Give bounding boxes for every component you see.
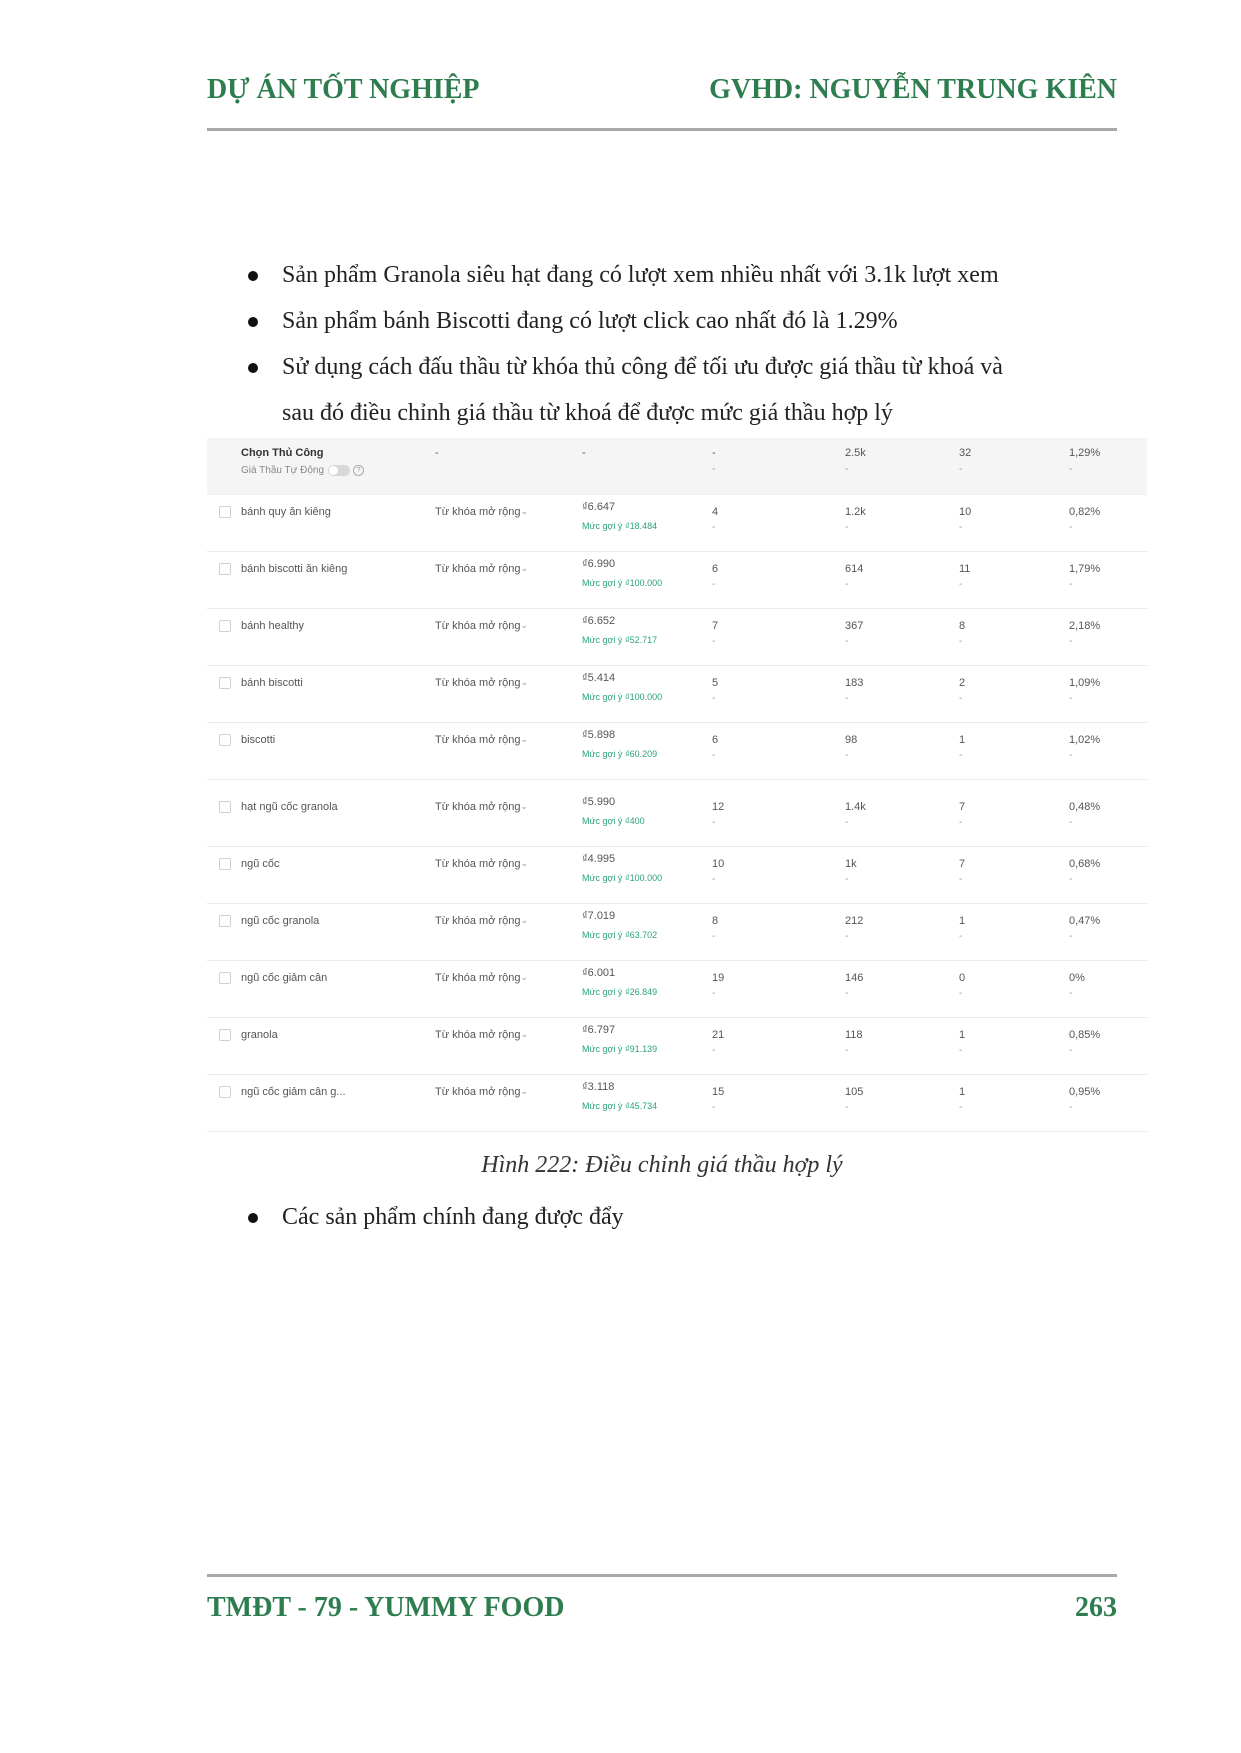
keyword-text: ngũ cốc giảm cân: [241, 972, 328, 984]
match-type-select[interactable]: [435, 915, 529, 927]
dash: -: [1069, 817, 1073, 828]
bid-value[interactable]: ₫6.001: [582, 967, 616, 979]
bullet-item: [240, 344, 1120, 390]
dash: -: [845, 931, 849, 942]
dash: -: [1069, 931, 1073, 942]
clicks: 2: [959, 677, 966, 689]
row-checkbox[interactable]: [219, 915, 231, 927]
keyword-text: biscotti: [241, 734, 276, 746]
suggested-bid-label: Mức gợi ý: [582, 816, 623, 826]
keyword-text: bánh healthy: [241, 620, 304, 632]
dash: -: [845, 1045, 849, 1056]
suggested-bid-value: ₫63.702: [624, 930, 658, 940]
metric-4: 5: [712, 677, 719, 689]
ctr: 1,79%: [1069, 563, 1101, 575]
suggested-bid-label: Mức gợi ý: [582, 930, 623, 940]
suggested-bid-value: ₫100.000: [624, 692, 663, 702]
row-checkbox[interactable]: [219, 506, 231, 518]
match-type-label: Từ khóa mở rộng: [435, 858, 521, 870]
clicks: 0: [959, 972, 966, 984]
dash: -: [712, 874, 716, 885]
bullet-list: [240, 252, 1120, 436]
ctr: 1,09%: [1069, 677, 1101, 689]
dash: -: [712, 636, 716, 647]
ctr: 0,47%: [1069, 915, 1101, 927]
match-type-select[interactable]: [435, 858, 529, 870]
bid-value[interactable]: ₫3.118: [582, 1081, 615, 1093]
dash: -: [712, 1102, 716, 1113]
keyword-text: ngũ cốc granola: [241, 915, 320, 927]
bullet-text: sau đó điều chỉnh giá thầu từ khoá để được mức giá thầu hợp lý: [282, 400, 893, 426]
views: 105: [845, 1086, 864, 1098]
suggested-bid: [582, 873, 662, 883]
dash: -: [1069, 693, 1073, 704]
metric-4: 7: [712, 620, 719, 632]
header-supervisor: GVHD: NGUYỄN TRUNG KIÊN: [709, 74, 1117, 105]
views: 1.4k: [845, 801, 866, 813]
suggested-bid-value: ₫91.139: [624, 1044, 658, 1054]
dash: -: [959, 693, 963, 704]
ctr: 0,85%: [1069, 1029, 1101, 1041]
chevron-down-icon: ⌄: [520, 801, 529, 811]
suggested-bid: [582, 1044, 657, 1054]
bullet-item: [240, 252, 1120, 298]
dash: -: [845, 988, 849, 999]
table-row: [207, 608, 1147, 666]
dash: -: [845, 874, 849, 885]
match-type-label: Từ khóa mở rộng: [435, 1086, 521, 1098]
clicks: 8: [959, 620, 966, 632]
auto-bid-toggle[interactable]: [328, 465, 350, 476]
auto-bid-label: Giá Thầu Tự Động: [241, 465, 325, 477]
suggested-bid: [582, 816, 645, 826]
ctr: 0,48%: [1069, 801, 1101, 813]
header-views: 2.5k: [845, 447, 866, 459]
match-type-label: Từ khóa mở rộng: [435, 506, 521, 518]
table-row: [207, 494, 1147, 552]
dash: -: [959, 817, 963, 828]
suggested-bid-label: Mức gợi ý: [582, 578, 623, 588]
header-ctr: 1,29%: [1069, 447, 1101, 459]
dash: -: [845, 579, 849, 590]
table-row: [207, 789, 1147, 847]
clicks: 1: [959, 1029, 966, 1041]
manual-select-title: Chọn Thủ Công: [241, 447, 324, 459]
bullet-text: Các sản phẩm chính đang được đẩy: [282, 1204, 624, 1230]
suggested-bid-label: Mức gợi ý: [582, 987, 623, 997]
bullet-item-continued: [240, 390, 1120, 436]
match-type-select[interactable]: [435, 1086, 529, 1098]
suggested-bid-value: ₫100.000: [624, 578, 663, 588]
views: 1k: [845, 858, 857, 870]
match-type-label: Từ khóa mở rộng: [435, 563, 521, 575]
footer-divider: [207, 1574, 1117, 1577]
clicks: 11: [959, 563, 971, 575]
views: 212: [845, 915, 864, 927]
match-type-select[interactable]: [435, 563, 529, 575]
bid-value[interactable]: ₫6.797: [582, 1024, 616, 1036]
row-checkbox[interactable]: [219, 1086, 231, 1098]
bullet-dot-icon: [248, 271, 258, 281]
chevron-down-icon: ⌄: [520, 858, 529, 868]
metric-4: 21: [712, 1029, 725, 1041]
clicks: 1: [959, 734, 966, 746]
row-checkbox[interactable]: [219, 563, 231, 575]
match-type-label: Từ khóa mở rộng: [435, 734, 521, 746]
table-row: [207, 1017, 1147, 1075]
dash: -: [845, 522, 849, 533]
bid-value[interactable]: ₫5.898: [582, 729, 616, 741]
footer-project: TMĐT - 79 - YUMMY FOOD: [207, 1592, 565, 1623]
views: 183: [845, 677, 864, 689]
suggested-bid-value: ₫26.849: [624, 987, 658, 997]
dash: -: [845, 1102, 849, 1113]
bullet-item: [240, 298, 1120, 344]
dash: -: [959, 988, 963, 999]
dash: -: [1069, 579, 1073, 590]
dash: -: [959, 1102, 963, 1113]
keyword-text: bánh biscotti: [241, 677, 303, 689]
suggested-bid-value: ₫60.209: [624, 749, 658, 759]
metric-4: 6: [712, 734, 719, 746]
dash: -: [1069, 988, 1073, 999]
page-footer: [207, 1592, 1117, 1624]
header-match-type: -: [435, 447, 439, 459]
ctr: 0,82%: [1069, 506, 1101, 518]
match-type-label: Từ khóa mở rộng: [435, 972, 521, 984]
chevron-down-icon: ⌄: [520, 915, 529, 925]
help-icon[interactable]: ?: [353, 465, 364, 476]
suggested-bid: [582, 987, 657, 997]
bullet-dot-icon: [248, 1213, 258, 1223]
row-checkbox[interactable]: [219, 801, 231, 813]
dash: -: [712, 693, 716, 704]
chevron-down-icon: ⌄: [520, 1029, 529, 1039]
views: 98: [845, 734, 858, 746]
match-type-select[interactable]: [435, 677, 529, 689]
dash: -: [845, 750, 849, 761]
dash: -: [712, 817, 716, 828]
bid-value[interactable]: ₫4.995: [582, 853, 616, 865]
bullet-text: Sản phẩm bánh Biscotti đang có lượt click cao nhất đó là 1.29%: [282, 308, 898, 334]
match-type-select[interactable]: [435, 506, 529, 518]
keyword-text: hạt ngũ cốc granola: [241, 801, 338, 813]
dash: -: [959, 636, 963, 647]
chevron-down-icon: ⌄: [520, 972, 529, 982]
dash: -: [712, 464, 716, 475]
suggested-bid: [582, 521, 657, 531]
bullet-item: [240, 1194, 1120, 1240]
dash: -: [959, 750, 963, 761]
bullet-dot-icon: [248, 317, 258, 327]
row-checkbox[interactable]: [219, 620, 231, 632]
header-metric-4: -: [712, 447, 716, 459]
table-row: [207, 722, 1147, 780]
suggested-bid-label: Mức gợi ý: [582, 749, 623, 759]
keyword-text: bánh quy ăn kiêng: [241, 506, 331, 518]
match-type-label: Từ khóa mở rộng: [435, 801, 521, 813]
match-type-label: Từ khóa mở rộng: [435, 915, 521, 927]
ctr: 0,95%: [1069, 1086, 1101, 1098]
match-type-select[interactable]: [435, 801, 529, 813]
table-row: [207, 960, 1147, 1018]
dash: -: [1069, 750, 1073, 761]
header-divider: [207, 128, 1117, 131]
bullet-text: Sử dụng cách đấu thầu từ khóa thủ công để tối ưu được giá thầu từ khoá và: [282, 354, 1003, 380]
table-row: [207, 903, 1147, 961]
ctr: 2,18%: [1069, 620, 1101, 632]
suggested-bid-label: Mức gợi ý: [582, 873, 623, 883]
metric-4: 8: [712, 915, 719, 927]
views: 118: [845, 1029, 863, 1041]
suggested-bid-label: Mức gợi ý: [582, 635, 623, 645]
row-checkbox[interactable]: [219, 1029, 231, 1041]
bid-value[interactable]: ₫5.990: [582, 796, 616, 808]
header-clicks: 32: [959, 447, 972, 459]
row-checkbox[interactable]: [219, 677, 231, 689]
bid-value[interactable]: ₫7.019: [582, 910, 616, 922]
ctr: 0,68%: [1069, 858, 1101, 870]
keyword-text: bánh biscotti ăn kiêng: [241, 563, 348, 575]
bid-value[interactable]: ₫6.652: [582, 615, 616, 627]
dash: -: [845, 817, 849, 828]
metric-4: 6: [712, 563, 719, 575]
suggested-bid-label: Mức gợi ý: [582, 521, 623, 531]
dash: -: [1069, 874, 1073, 885]
match-type-select[interactable]: [435, 620, 529, 632]
table-row: [207, 1074, 1147, 1132]
ctr: 0%: [1069, 972, 1085, 984]
suggested-bid: [582, 578, 662, 588]
page-header: [207, 72, 1117, 108]
metric-4: 4: [712, 506, 719, 518]
suggested-bid-value: ₫45.734: [624, 1101, 658, 1111]
auto-bid-toggle-row: [241, 465, 364, 476]
suggested-bid: [582, 749, 657, 759]
figure-caption: Hình 222: Điều chỉnh giá thầu hợp lý: [481, 1152, 843, 1178]
row-checkbox[interactable]: [219, 858, 231, 870]
clicks: 7: [959, 858, 966, 870]
dash: -: [845, 636, 849, 647]
ctr: 1,02%: [1069, 734, 1101, 746]
views: 367: [845, 620, 864, 632]
chevron-down-icon: ⌄: [520, 506, 529, 516]
header-bid: -: [582, 447, 586, 459]
dash: -: [959, 579, 963, 590]
dash: -: [712, 988, 716, 999]
metric-4: 15: [712, 1086, 725, 1098]
dash: -: [1069, 636, 1073, 647]
match-type-select[interactable]: [435, 972, 529, 984]
dash: -: [1069, 1102, 1073, 1113]
metric-4: 12: [712, 801, 725, 813]
match-type-select[interactable]: [435, 734, 529, 746]
clicks: 1: [959, 915, 966, 927]
suggested-bid: [582, 1101, 657, 1111]
suggested-bid-value: ₫400: [624, 816, 645, 826]
dash: -: [1069, 1045, 1073, 1056]
dash: -: [959, 1045, 963, 1056]
bid-value[interactable]: ₫6.647: [582, 501, 616, 513]
dash: -: [1069, 522, 1073, 533]
dash: -: [845, 464, 849, 475]
bullet-dot-icon: [248, 363, 258, 373]
dash: -: [959, 464, 963, 475]
dash: -: [845, 693, 849, 704]
table-row: [207, 551, 1147, 609]
keyword-text: ngũ cốc: [241, 858, 280, 870]
page-number: 263: [1075, 1592, 1117, 1623]
table-row: [207, 846, 1147, 904]
keyword-text: ngũ cốc giảm cân g...: [241, 1086, 346, 1098]
suggested-bid-value: ₫100.000: [624, 873, 663, 883]
suggested-bid-value: ₫52.717: [624, 635, 658, 645]
metric-4: 10: [712, 858, 725, 870]
dash: -: [959, 522, 963, 533]
bullet-text: Sản phẩm Granola siêu hạt đang có lượt xem nhiều nhất với 3.1k lượt xem: [282, 262, 999, 288]
chevron-down-icon: ⌄: [520, 1086, 529, 1096]
chevron-down-icon: ⌄: [520, 563, 529, 573]
suggested-bid: [582, 692, 662, 702]
header-project-title: DỰ ÁN TỐT NGHIỆP: [207, 74, 480, 105]
clicks: 7: [959, 801, 966, 813]
suggested-bid: [582, 635, 657, 645]
match-type-label: Từ khóa mở rộng: [435, 620, 521, 632]
bullet-list-after: [240, 1194, 1120, 1240]
chevron-down-icon: ⌄: [520, 620, 529, 630]
table-summary-row: [207, 438, 1147, 495]
dash: -: [1069, 464, 1073, 475]
bid-value[interactable]: ₫5.414: [582, 672, 616, 684]
match-type-label: Từ khóa mở rộng: [435, 677, 521, 689]
match-type-label: Từ khóa mở rộng: [435, 1029, 521, 1041]
metric-4: 19: [712, 972, 725, 984]
keyword-bidding-screenshot: [207, 438, 1147, 1138]
suggested-bid-label: Mức gợi ý: [582, 1044, 623, 1054]
suggested-bid-label: Mức gợi ý: [582, 1101, 623, 1111]
row-checkbox[interactable]: [219, 972, 231, 984]
dash: -: [712, 1045, 716, 1056]
views: 146: [845, 972, 864, 984]
clicks: 10: [959, 506, 972, 518]
chevron-down-icon: ⌄: [520, 734, 529, 744]
clicks: 1: [959, 1086, 966, 1098]
dash: -: [712, 931, 716, 942]
suggested-bid-label: Mức gợi ý: [582, 692, 623, 702]
dash: -: [959, 931, 963, 942]
views: 614: [845, 563, 864, 575]
table-row: [207, 665, 1147, 723]
dash: -: [712, 522, 716, 533]
row-checkbox[interactable]: [219, 734, 231, 746]
suggested-bid: [582, 930, 657, 940]
dash: -: [712, 579, 716, 590]
dash: -: [959, 874, 963, 885]
bid-value[interactable]: ₫6.990: [582, 558, 616, 570]
suggested-bid-value: ₫18.484: [624, 521, 658, 531]
chevron-down-icon: ⌄: [520, 677, 529, 687]
match-type-select[interactable]: [435, 1029, 529, 1041]
dash: -: [712, 750, 716, 761]
keyword-text: granola: [241, 1029, 278, 1041]
views: 1.2k: [845, 506, 866, 518]
